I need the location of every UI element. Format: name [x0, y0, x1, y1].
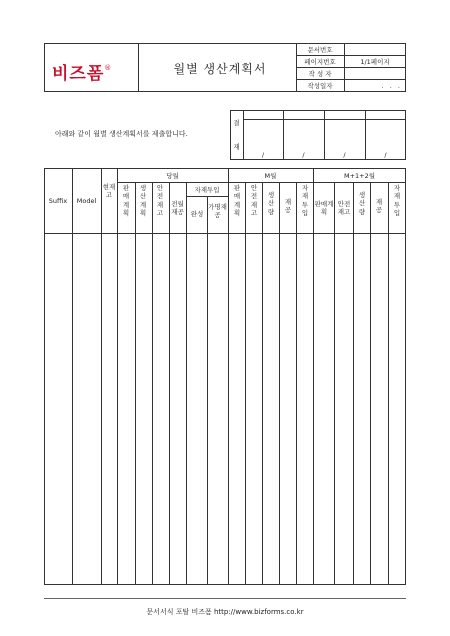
col-m-input: 자재투입 — [301, 184, 309, 218]
col-model: Model — [76, 197, 97, 205]
col-n-sales: 판매계획 — [314, 200, 334, 217]
column-line — [169, 182, 170, 585]
column-line — [279, 182, 280, 585]
column-line — [207, 196, 208, 585]
col-cur-prod: 생산계획 — [139, 184, 147, 218]
column-line — [117, 168, 118, 585]
column-line — [245, 182, 246, 585]
plan-table — [44, 168, 406, 585]
group-m12-month: M+1+2월 — [343, 172, 376, 180]
footer-line — [44, 598, 406, 599]
approval-label-top: 결 — [233, 119, 240, 127]
approval-slash: / — [302, 151, 305, 159]
column-line — [152, 182, 153, 585]
col-n-safety: 안전재고 — [337, 200, 351, 217]
column-line — [296, 182, 297, 585]
col-n-wip: 재공 — [375, 198, 383, 215]
column-line — [370, 182, 371, 585]
column-line — [334, 182, 335, 585]
column-line — [186, 182, 187, 585]
group-header-line — [117, 182, 406, 183]
approval-slash: / — [384, 151, 387, 159]
col-m-wip: 재공 — [284, 198, 292, 215]
column-line — [101, 168, 102, 585]
page-number-label: 페이지번호 — [304, 58, 336, 66]
col-cur-wip: 가명재공 — [208, 203, 227, 220]
column-line — [135, 182, 136, 585]
header-row-line — [296, 79, 406, 80]
logo: 비즈폼® — [52, 64, 113, 84]
col-cur-safety: 안전재고 — [156, 184, 164, 218]
column-line — [262, 182, 263, 585]
column-line — [228, 168, 229, 585]
footer-text: 문서서식 포탈 비즈폼 http://www.bizforms.co.kr — [146, 608, 304, 616]
sub-header-line — [186, 196, 228, 197]
date-value: . . . — [381, 82, 402, 90]
col-cur-done: 완성 — [190, 210, 204, 218]
col-m-safety: 안전재고 — [250, 184, 258, 218]
header-bottom-line — [44, 233, 406, 234]
column-line — [353, 182, 354, 585]
doc-number-label: 문서번호 — [307, 46, 333, 54]
date-label: 작성일자 — [307, 82, 333, 90]
column-line — [313, 168, 314, 585]
group-current-month: 당월 — [166, 172, 179, 180]
intro-text: 아래와 같이 월별 생산계획서를 제출합니다. — [55, 130, 188, 138]
page-number-value: 1/1페이지 — [360, 58, 390, 66]
header-divider — [138, 43, 139, 92]
header-row-line — [296, 67, 406, 68]
page-title: 월별 생산계획서 — [173, 62, 267, 76]
col-suffix: Suffix — [48, 197, 68, 205]
approval-title-line — [243, 119, 406, 120]
col-cur-input: 자재투입 — [194, 186, 220, 194]
col-stock: 현재고 — [102, 183, 116, 200]
column-line — [388, 182, 389, 585]
col-m-prod: 생산량 — [267, 191, 275, 216]
col-m-sales: 판매계획 — [233, 184, 241, 218]
author-label: 작 성 자 — [308, 70, 332, 78]
group-m-month: M월 — [264, 172, 277, 180]
col-cur-sales: 판매계획 — [122, 184, 130, 218]
header-row-line — [296, 55, 406, 56]
col-cur-prev-wip: 전월재공 — [171, 200, 184, 217]
approval-slash: / — [261, 151, 265, 159]
col-n-input: 자재투입 — [393, 184, 401, 218]
approval-slash: / — [343, 151, 346, 159]
column-line — [72, 168, 73, 585]
approval-label-bottom: 재 — [233, 143, 240, 151]
col-n-prod: 생산량 — [358, 191, 366, 216]
